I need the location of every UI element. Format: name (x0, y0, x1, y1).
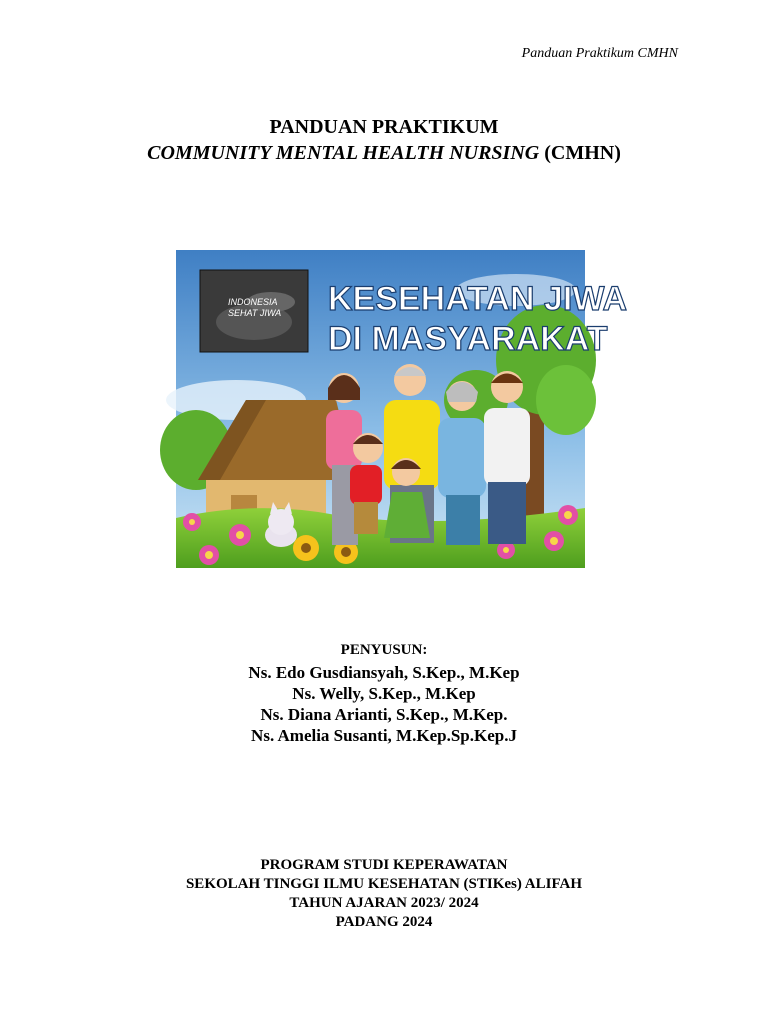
city-year: PADANG 2024 (335, 914, 433, 930)
authors-heading: PENYUSUN: (340, 642, 428, 658)
academic-year: TAHUN AJARAN 2023/ 2024 (289, 895, 479, 911)
school-name: SEKOLAH TINGGI ILMU KESEHATAN (STIKes) ALIFAH (185, 876, 583, 892)
headline-line-1: KESEHATAN JIWA (328, 280, 628, 318)
author-name: Ns. Amelia Susanti, M.Kep.Sp.Kep.J (251, 726, 517, 745)
title-line-1: PANDUAN PRAKTIKUM (269, 116, 499, 138)
author-name: Ns. Welly, S.Kep., M.Kep (292, 684, 476, 703)
indonesia-sehat-jiwa-badge (200, 270, 308, 352)
badge-line-1: INDONESIA (228, 297, 278, 307)
cover-illustration (176, 250, 628, 568)
badge-line-2: SEHAT JIWA (228, 308, 282, 318)
document-title (0, 114, 768, 166)
author-name: Ns. Diana Arianti, S.Kep., M.Kep. (260, 705, 508, 724)
title-abbreviation: (CMHN) (539, 142, 621, 164)
institution-block (0, 856, 768, 932)
title-line-2 (0, 140, 768, 166)
headline-line-2: DI MASYARAKAT (328, 320, 608, 358)
title-italic-part: COMMUNITY MENTAL HEALTH NURSING (147, 142, 540, 164)
program-name: PROGRAM STUDI KEPERAWATAN (260, 857, 508, 873)
author-name: Ns. Edo Gusdiansyah, S.Kep., M.Kep (248, 663, 520, 682)
running-header: Panduan Praktikum CMHN (521, 46, 678, 61)
authors-block (0, 640, 768, 746)
